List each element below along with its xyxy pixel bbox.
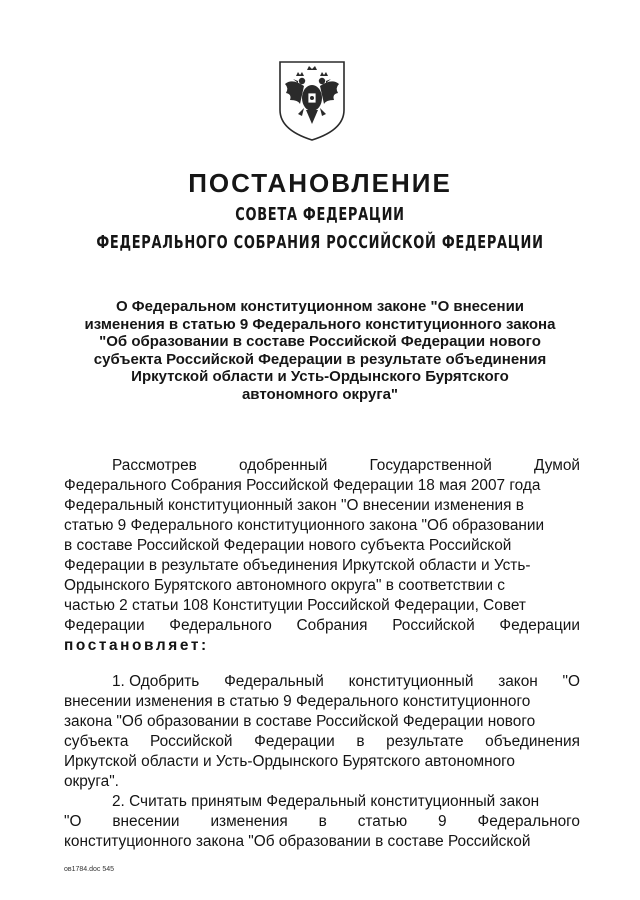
document-type-heading: ПОСТАНОВЛЕНИЕ (188, 168, 452, 198)
word: статью (357, 813, 408, 830)
preamble-line (64, 516, 580, 536)
preamble-line (64, 576, 580, 596)
preamble-line (64, 456, 580, 476)
word: 1. Одобрить (112, 673, 200, 690)
clause-line (64, 792, 580, 812)
word: "О (562, 673, 580, 690)
line-text: Федеральный конституционный закон "О внесении изменения в (64, 497, 524, 514)
word: Федерации (64, 617, 145, 634)
word: Российской (150, 733, 233, 750)
word: Федерации (499, 617, 580, 634)
clause-line (64, 692, 580, 712)
line-text: внесении изменения в статью 9 Федерального конституционного (64, 693, 531, 710)
word: в (356, 733, 365, 750)
line-text: Федерации в результате объединения Иркутской области и Усть- (64, 557, 531, 574)
paragraph-gap (64, 656, 580, 672)
title-line: изменения в статью 9 Федерального конституционного закона (84, 315, 556, 333)
word: Федеральный (224, 673, 324, 690)
preamble-line (64, 596, 580, 616)
clause-line (64, 832, 580, 852)
line-text: Федерального Собрания Российской Федерации 18 мая 2007 года (64, 477, 541, 494)
clause-line (64, 812, 580, 832)
word: "О (64, 813, 82, 830)
word: Федерального (477, 813, 580, 830)
clause-line (64, 712, 580, 732)
issuer-heading-line-1: СОВЕТА ФЕДЕРАЦИИ (235, 204, 405, 225)
preamble-line (64, 636, 580, 656)
resolves-word: постановляет: (64, 637, 209, 654)
word: Федерального (169, 617, 272, 634)
line-text: статью 9 Федерального конституционного закона "Об образовании (64, 517, 545, 534)
clause-line (64, 772, 580, 792)
preamble-line (64, 476, 580, 496)
word: 9 (438, 813, 447, 830)
word: Думой (533, 457, 580, 474)
word: изменения (210, 813, 288, 830)
title-line: "Об образовании в составе Российской Федерации нового (99, 333, 541, 350)
line-text: 2. Считать принятым Федеральный конституционный закон (112, 793, 540, 810)
word: внесении (112, 813, 180, 830)
word: одобренный (239, 457, 328, 474)
preamble-line (64, 556, 580, 576)
preamble-line (64, 496, 580, 516)
clause-line (64, 672, 580, 692)
preamble-paragraph (64, 456, 580, 656)
clause-line (64, 752, 580, 772)
title-line: автономного округа" (241, 385, 399, 403)
word: закон (498, 673, 538, 690)
title-line: Иркутской области и Усть-Ордынского Бурятского (131, 368, 509, 385)
line-text: частью 2 статьи 108 Конституции Российской Федерации, Совет (64, 597, 526, 614)
word: в (318, 813, 327, 830)
word: объединения (485, 733, 580, 750)
issuer-heading-line-2: ФЕДЕРАЛЬНОГО СОБРАНИЯ РОССИЙСКОЙ ФЕДЕРАЦИИ (96, 232, 544, 253)
word: результате (386, 733, 464, 750)
preamble-line (64, 536, 580, 556)
document-body (64, 456, 580, 852)
line-text: конституционного закона "Об образовании в составе Российской (64, 833, 531, 850)
title-line: субъекта Российской Федерации в результате объединения (93, 350, 547, 368)
word: Рассмотрев (112, 457, 197, 474)
coat-of-arms-icon (274, 60, 350, 142)
line-text: Иркутской области и Усть-Ордынского Бурятского автономного (64, 753, 515, 770)
word: субъекта (64, 733, 129, 750)
line-text: округа". (64, 773, 119, 790)
word: Собрания (296, 617, 368, 634)
line-text: в составе Российской Федерации нового субъекта Российской (64, 537, 512, 554)
clause-1-paragraph (64, 672, 580, 792)
document-title (60, 298, 580, 403)
word: Российской (392, 617, 475, 634)
preamble-line (64, 616, 580, 636)
clause-2-paragraph (64, 792, 580, 852)
line-text: Ордынского Бурятского автономного округа" в соответствии с (64, 577, 505, 594)
word: Федерации (254, 733, 335, 750)
title-line: О Федеральном конституционном законе "О внесении (115, 298, 525, 315)
word: Государственной (369, 457, 492, 474)
clause-line (64, 732, 580, 752)
line-text: закона "Об образовании в составе Российской Федерации нового (64, 713, 536, 730)
document-file-code: ов1784.doc 545 (64, 866, 115, 873)
word: конституционный (348, 673, 474, 690)
